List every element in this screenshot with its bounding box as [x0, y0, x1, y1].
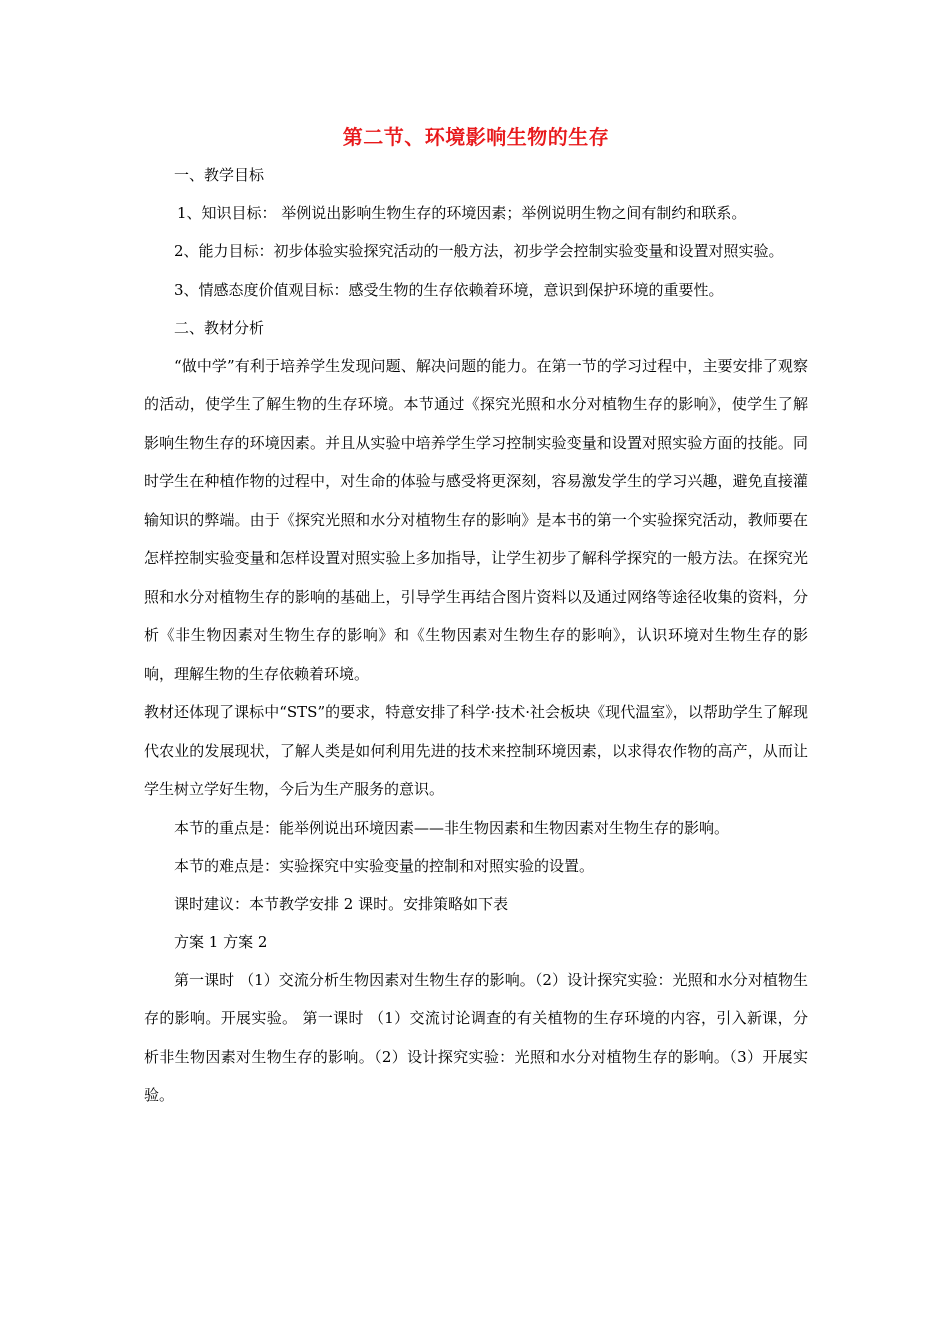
key-point: 本节的重点是：能举例说出环境因素——非生物因素和生物因素对生物生存的影响。 — [174, 818, 730, 837]
section-heading-analysis: 二、教材分析 — [174, 318, 265, 337]
analysis-paragraph-1: “做中学”有利于培养学生发现问题、解决问题的能力。在第一节的学习过程中，主要安排了观察的活动，使学生了解生物的生存环境。本节通过《探究光照和水分对植物生存的影响》，使学生了解影响生物生存的环境因素。并且从实验中培养学生学习控制实验变量和设置对照实验方面的技能。同时学生在种植作物的过程中，对生命的体验与感受将更深刻，容易激发学生的学习兴趣，避免直接灌输知识的弊端。由于《探究光照和水分对植物生存的影响》是本书的第一个实验探究活动，教师要在怎样控制实验变量和怎样设置对照实验上多加指导，让学生初步了解科学探究的一般方法。在探究光照和水分对植物生存的影响的基础上，引导学生再结合图片资料以及通过网络等途径收集的资料，分析《非生物因素对生物生存的影响》和《生物因素对生物生存的影响》，认识环境对生物生存的影响，理解生物的生存依赖着环境。 — [144, 356, 808, 683]
analysis-paragraph-2: 教材还体现了课标中“STS”的要求，特意安排了科学·技术·社会板块《现代温室》，以帮助学生了解现代农业的发展现状，了解人类是如何利用先进的技术来控制环境因素，以求得农作物的高产，从而让学生树立学好生物，今后为生产服务的意识。 — [144, 703, 808, 798]
document-page — [144, 118, 808, 1115]
document-title: 第二节、环境影响生物的生存 — [342, 125, 610, 149]
difficulty-point: 本节的难点是：实验探究中实验变量的控制和对照实验的设置。 — [174, 856, 595, 875]
section-heading-objectives: 一、教学目标 — [174, 166, 265, 184]
objective-attitude: 3、情感态度价值观目标：感受生物的生存依赖着环境，意识到保护环境的重要性。 — [174, 280, 724, 299]
plans-header: 方案 1 方案 2 — [174, 932, 268, 951]
objective-knowledge: 1、知识目标： 举例说出影响生物生存的环境因素；举例说明生物之间有制约和联系。 — [177, 204, 747, 222]
plan-detail: 第一课时 （1）交流分析生物因素对生物生存的影响。（2）设计探究实验：光照和水分对植物生存的影响。开展实验。 第一课时 （1）交流讨论调查的有关植物的生存环境的内容，引入新课，分析非生物因素对生物生存的影响。（2）设计探究实验：光照和水分对植物生存的影响。（3）开展实验。 — [144, 970, 808, 1104]
objective-ability: 2、能力目标：初步体验实验探究活动的一般方法，初步学会控制实验变量和设置对照实验。 — [174, 242, 784, 260]
schedule-suggestion: 课时建议：本节教学安排 2 课时。安排策略如下表 — [174, 894, 509, 913]
